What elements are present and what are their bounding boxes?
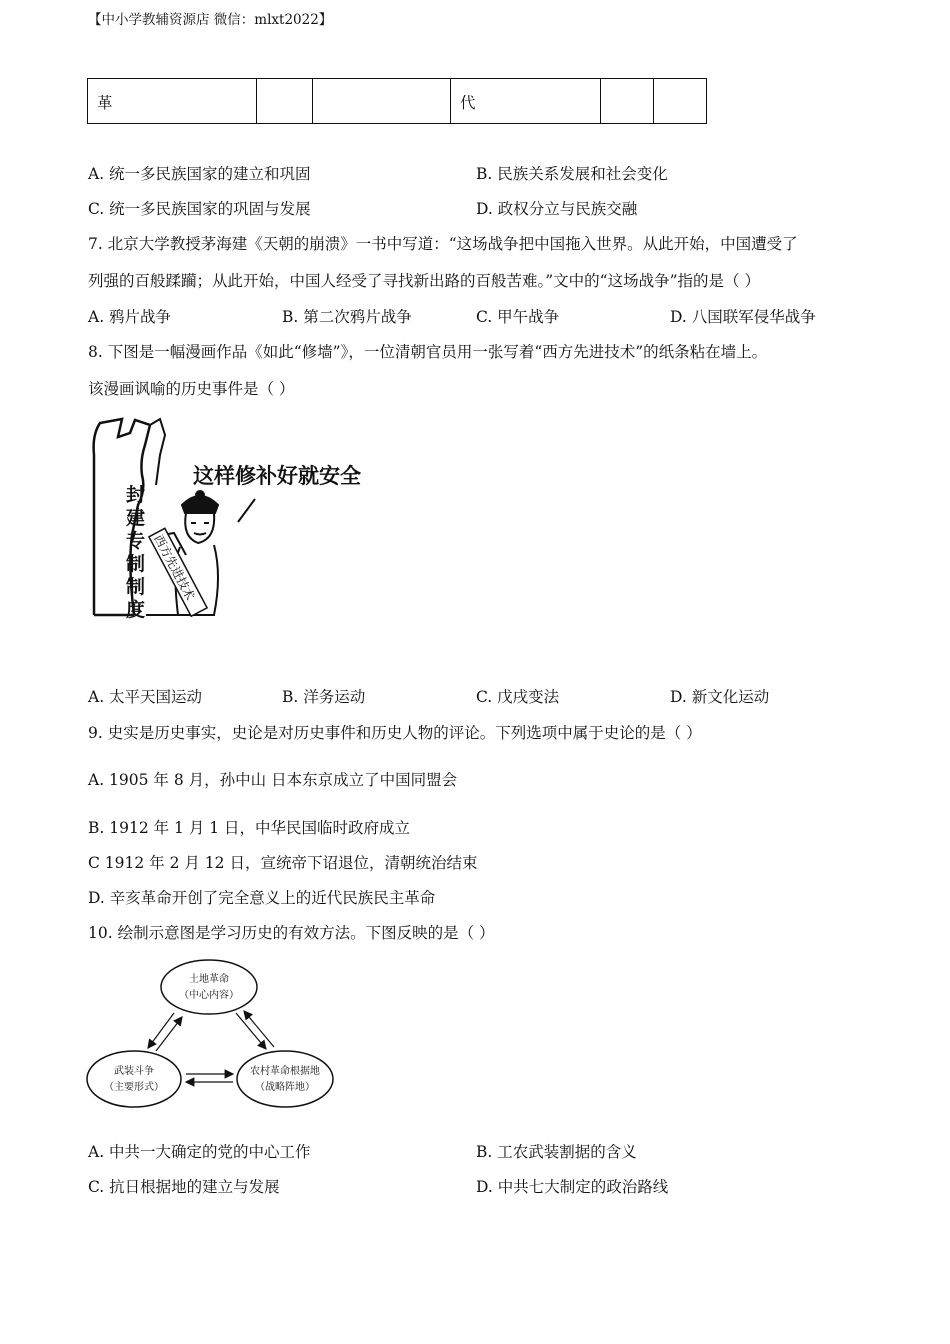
q8-option-d: D. 新文化运动 <box>670 688 770 706</box>
arrow-top-to-right <box>236 1013 266 1049</box>
q9-option-c: C 1912 年 2 月 12 日，宣统帝下诏退位，清朝统治结束 <box>88 854 478 872</box>
table-cell <box>313 79 451 124</box>
node-land-revolution <box>161 960 257 1014</box>
cartoon-caption: 这样修补好就安全 <box>193 464 361 488</box>
q10-option-d: D. 中共七大制定的政治路线 <box>476 1178 669 1196</box>
node-top-title: 土地革命 <box>189 974 229 985</box>
q7-stem-line2: 列强的百般蹂躏；从此开始，中国人经受了寻找新出路的百般苦难。”文中的“这场战争”指的是（ ） <box>88 272 760 290</box>
q8-stem-line1: 8. 下图是一幅漫画作品《如此“修墙”》，一位清朝官员用一张写着“西方先进技术”的纸条粘在墙上。 <box>88 343 768 361</box>
wall-char: 专 <box>126 530 146 552</box>
q7-stem-line1: 7. 北京大学教授茅海建《天朝的崩溃》一书中写道：“这场战争把中国拖入世界。从此开始，中国遭受了 <box>88 235 798 253</box>
strip-text: 西方先进技术 <box>151 532 198 603</box>
q9-option-d: D. 辛亥革命开创了完全意义上的近代民族民主革命 <box>88 889 436 907</box>
q10-option-c: C. 抗日根据地的建立与发展 <box>88 1178 280 1196</box>
q7-option-d: D. 八国联军侵华战争 <box>670 308 816 326</box>
table-cell <box>654 79 707 124</box>
arrow-left-to-top <box>156 1017 182 1051</box>
page-header: 【中小学教辅资源店 微信：mlxt2022】 <box>88 12 333 28</box>
speech-line <box>238 499 255 522</box>
q7-option-b: B. 第二次鸦片战争 <box>282 308 412 326</box>
q6-option-d: D. 政权分立与民族交融 <box>476 200 638 218</box>
table-fragment <box>87 78 707 124</box>
wall-crack <box>150 419 165 485</box>
q8-option-b: B. 洋务运动 <box>282 688 366 706</box>
q9-stem: 9. 史实是历史事实，史论是对历史事件和历史人物的评论。下列选项中属于史论的是（ ） <box>88 724 702 742</box>
table-cell: 代 <box>451 79 601 124</box>
q8-option-a: A. 太平天国运动 <box>88 688 203 706</box>
q6-option-b: B. 民族关系发展和社会变化 <box>476 165 668 183</box>
concept-diagram <box>86 955 341 1111</box>
q7-option-a: A. 鸦片战争 <box>88 308 172 326</box>
table-cell <box>257 79 313 124</box>
q10-option-a: A. 中共一大确定的党的中心工作 <box>88 1143 311 1161</box>
wall-char: 制 <box>126 576 146 598</box>
table-cell <box>601 79 654 124</box>
node-armed-struggle <box>87 1051 181 1107</box>
node-right-title: 农村革命根据地 <box>250 1066 320 1077</box>
node-left-sub: （主要形式） <box>104 1082 164 1093</box>
table-row <box>88 79 707 124</box>
wall-char: 封 <box>126 484 146 506</box>
q10-stem: 10. 绘制示意图是学习历史的有效方法。下图反映的是（ ） <box>88 924 495 942</box>
arrow-top-to-left <box>148 1013 174 1048</box>
node-left-title: 武装斗争 <box>114 1066 154 1077</box>
q6-option-a: A. 统一多民族国家的建立和巩固 <box>88 165 311 183</box>
wall-char: 度 <box>126 599 146 620</box>
table-cell: 革 <box>88 79 257 124</box>
node-rural-bases <box>237 1051 333 1107</box>
node-right-sub: （战略阵地） <box>255 1082 315 1093</box>
cartoon-image <box>90 415 362 620</box>
q9-option-a: A. 1905 年 8 月，孙中山 日本东京成立了中国同盟会 <box>88 771 458 789</box>
q7-option-c: C. 甲午战争 <box>476 308 560 326</box>
q9-option-b: B. 1912 年 1 月 1 日，中华民国临时政府成立 <box>88 819 411 837</box>
arrow-right-to-top <box>244 1011 274 1047</box>
q6-option-c: C. 统一多民族国家的巩固与发展 <box>88 200 311 218</box>
q8-option-c: C. 戊戌变法 <box>476 688 560 706</box>
wall-char: 制 <box>126 553 146 575</box>
q8-stem-line2: 该漫画讽喻的历史事件是（ ） <box>88 380 295 398</box>
wall-char: 建 <box>126 507 146 529</box>
node-top-sub: （中心内容） <box>179 990 239 1001</box>
q10-option-b: B. 工农武装割据的含义 <box>476 1143 637 1161</box>
